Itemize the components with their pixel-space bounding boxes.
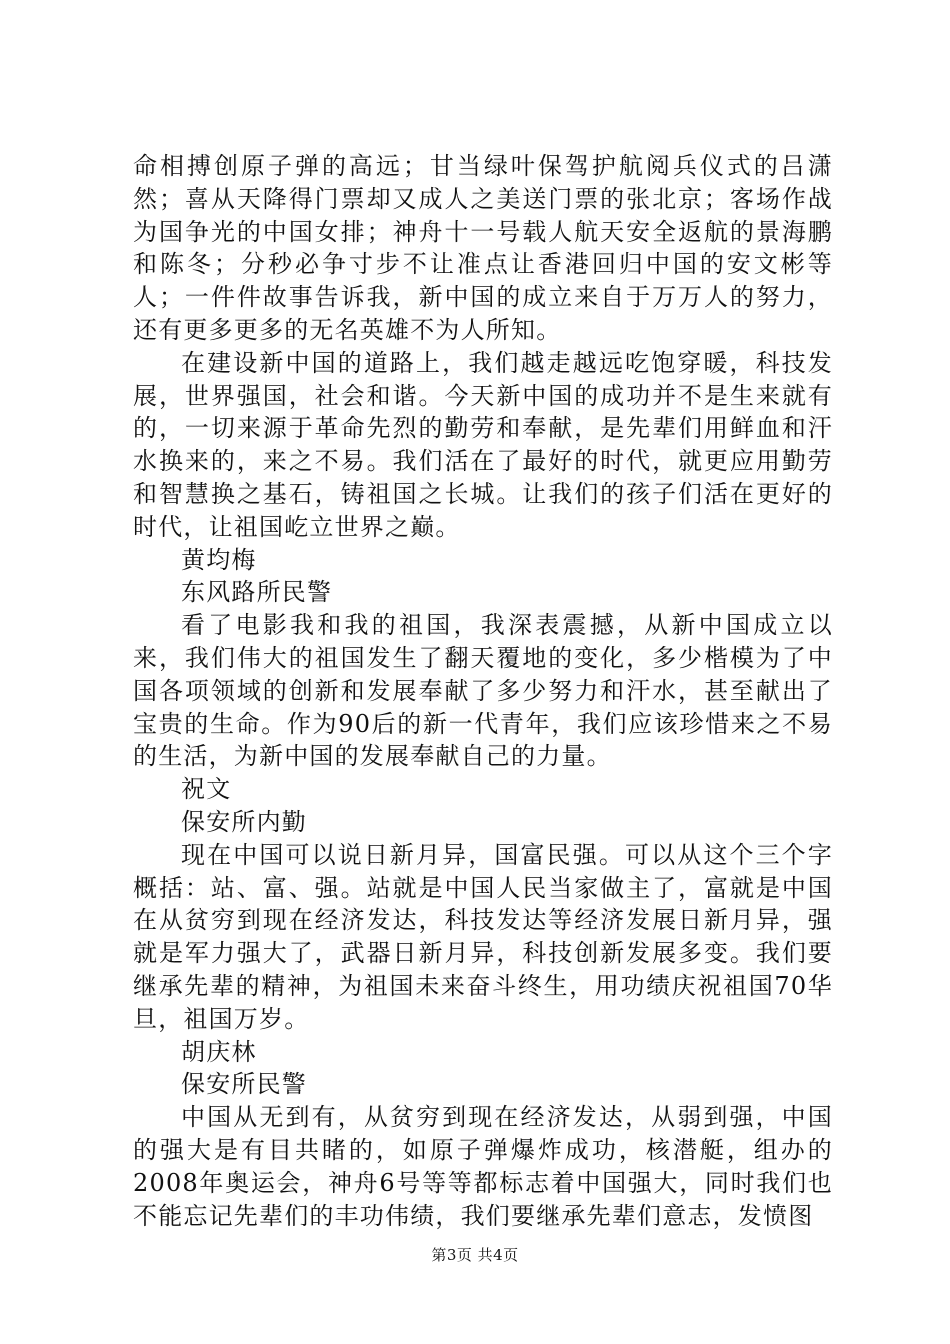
paragraph-essay: 现在中国可以说日新月异，国富民强。可以从这个三个字概括：站、富、强。站就是中国人民当家做主了，富就是中国在从贫穷到现在经济发达，科技发达等经济发展日新月异，强就是军力强大了，武器日新月异，科技创新发展多变。我们要继承先辈的精神，为祖国未来奋斗终生，用功绩庆祝祖国70华旦，祖国万岁。 [133, 840, 833, 1033]
paragraph-continued: 命相搏创原子弹的高远；甘当绿叶保驾护航阅兵仪式的吕潇然；喜从天降得门票却又成人之美送门票的张北京；客场作战为国争光的中国女排；神舟十一号载人航天安全返航的景海鹏和陈冬；分秒必争寸步不让准点让香港回归中国的安文彬等人；一件件故事告诉我，新中国的成立来自于万万人的努力，还有更多更多的无名英雄不为人所知。 [133, 152, 833, 344]
author-unit: 保安所内勤 [181, 807, 307, 836]
paragraph-essay: 中国从无到有，从贫穷到现在经济发达，从弱到强，中国的强大是有目共睹的，如原子弹爆炸成功，核潜艇，组办的2008年奥运会，神舟6号等等都标志着中国强大，同时我们也不能忘记先辈们的丰功伟绩，我们要继承先辈们意志，发愤图 [133, 1103, 833, 1230]
author-unit: 东风路所民警 [181, 578, 333, 607]
document-body [133, 150, 833, 1232]
author-unit: 保安所民警 [181, 1070, 307, 1099]
author-name: 黄均梅 [181, 545, 257, 574]
page-number: 第3页 共4页 [431, 1246, 519, 1264]
paragraph-reflection: 在建设新中国的道路上，我们越走越远吃饱穿暖，科技发展，世界强国，社会和谐。今天新中国的成功并不是生来就有的，一切来源于革命先烈的勤劳和奉献，是先辈们用鲜血和汗水换来的，来之不易。我们活在了最好的时代，就更应用勤劳和智慧换之基石，铸祖国之长城。让我们的孩子们活在更好的时代，让祖国屹立世界之巅。 [133, 348, 833, 541]
paragraph-essay: 看了电影我和我的祖国，我深表震撼，从新中国成立以来，我们伟大的祖国发生了翻天覆地的变化，多少楷模为了中国各项领域的创新和发展奉献了多少努力和汗水，甚至献出了宝贵的生命。作为90后的新一代青年，我们应该珍惜来之不易的生活，为新中国的发展奉献自己的力量。 [133, 611, 833, 771]
author-name: 祝文 [181, 775, 232, 804]
author-name: 胡庆林 [181, 1037, 257, 1066]
